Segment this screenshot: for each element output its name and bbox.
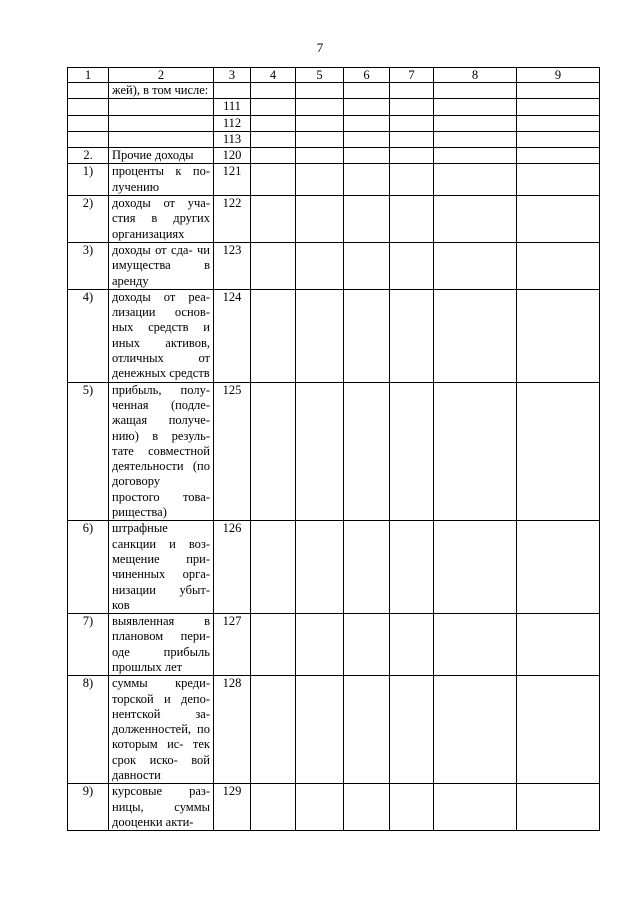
value-cell [251,242,296,289]
value-cell [296,784,344,831]
table-row [68,242,600,289]
value-cell [434,521,517,614]
value-cell [251,784,296,831]
column-header: 8 [434,68,517,83]
value-cell [344,521,390,614]
value-cell [434,784,517,831]
row-number: 2) [68,196,109,243]
column-header: 3 [214,68,251,83]
row-description: курсовые раз- ницы, суммы дооценки акти- [109,784,214,831]
row-code: 111 [214,99,251,115]
value-cell [390,521,434,614]
value-cell [390,148,434,164]
value-cell [434,115,517,131]
column-header: 7 [390,68,434,83]
value-cell [251,83,296,99]
column-number-row [68,68,600,83]
row-description [109,99,214,115]
row-code: 122 [214,196,251,243]
value-cell [344,99,390,115]
value-cell [344,614,390,676]
value-cell [517,99,600,115]
value-cell [434,382,517,521]
table-row [68,83,600,99]
row-number: 3) [68,242,109,289]
column-header: 2 [109,68,214,83]
row-number: 5) [68,382,109,521]
value-cell [296,521,344,614]
row-description: доходы от уча- стия в других организациях [109,196,214,243]
row-code: 113 [214,131,251,147]
value-cell [344,131,390,147]
value-cell [434,83,517,99]
value-cell [344,784,390,831]
value-cell [517,521,600,614]
row-code: 125 [214,382,251,521]
value-cell [390,196,434,243]
row-description: суммы креди- торской и депо- нентской за- долженностей, по которым ис- тек срок иско- вой давности [109,676,214,784]
value-cell [517,382,600,521]
value-cell [390,164,434,196]
table-row [68,289,600,382]
row-code: 120 [214,148,251,164]
table-row [68,784,600,831]
value-cell [390,289,434,382]
value-cell [344,115,390,131]
value-cell [344,242,390,289]
value-cell [344,83,390,99]
table-row [68,676,600,784]
value-cell [390,784,434,831]
row-number [68,131,109,147]
table-row [68,382,600,521]
value-cell [517,164,600,196]
value-cell [296,131,344,147]
value-cell [296,614,344,676]
value-cell [251,115,296,131]
table-row [68,115,600,131]
row-description: штрафные санкции и воз- мещение при- чиненных орга- низации убыт- ков [109,521,214,614]
value-cell [344,382,390,521]
row-number [68,83,109,99]
value-cell [251,289,296,382]
row-description: проценты к по- лучению [109,164,214,196]
row-code [214,83,251,99]
row-description: жей), в том числе: [109,83,214,99]
value-cell [517,148,600,164]
value-cell [517,676,600,784]
table-row [68,614,600,676]
value-cell [251,99,296,115]
value-cell [251,164,296,196]
value-cell [296,382,344,521]
row-code: 124 [214,289,251,382]
value-cell [517,196,600,243]
column-header: 5 [296,68,344,83]
value-cell [390,382,434,521]
row-description: доходы от сда- чи имущества в аренду [109,242,214,289]
column-header: 4 [251,68,296,83]
row-description: доходы от реа- лизации основ- ных средств и иных активов, отличных от денежных средств [109,289,214,382]
column-header: 6 [344,68,390,83]
page-number: 7 [316,40,324,55]
value-cell [390,242,434,289]
value-cell [296,196,344,243]
row-description: прибыль, полу- ченная (подле- жащая получе- нию) в резуль- тате совместной деятельности (по договору простого това- рищества) [109,382,214,521]
value-cell [390,131,434,147]
row-number [68,99,109,115]
value-cell [517,242,600,289]
value-cell [517,289,600,382]
row-code: 127 [214,614,251,676]
value-cell [390,99,434,115]
value-cell [344,164,390,196]
row-number: 7) [68,614,109,676]
value-cell [390,115,434,131]
value-cell [517,115,600,131]
table-row [68,99,600,115]
value-cell [390,614,434,676]
row-number: 8) [68,676,109,784]
column-header: 9 [517,68,600,83]
value-cell [296,289,344,382]
value-cell [390,676,434,784]
table-row [68,196,600,243]
value-cell [296,676,344,784]
value-cell [251,614,296,676]
row-description: выявленная в плановом пери- оде прибыль прошлых лет [109,614,214,676]
value-cell [434,148,517,164]
value-cell [344,196,390,243]
table-row [68,164,600,196]
value-cell [296,164,344,196]
value-cell [434,164,517,196]
row-description: Прочие доходы [109,148,214,164]
value-cell [251,196,296,243]
value-cell [434,289,517,382]
value-cell [517,83,600,99]
row-number: 4) [68,289,109,382]
value-cell [296,115,344,131]
value-cell [344,289,390,382]
table-row [68,521,600,614]
value-cell [517,131,600,147]
row-code: 121 [214,164,251,196]
value-cell [434,196,517,243]
value-cell [344,676,390,784]
row-number [68,115,109,131]
value-cell [251,131,296,147]
row-code: 123 [214,242,251,289]
row-description [109,115,214,131]
row-code: 128 [214,676,251,784]
income-table [67,67,600,831]
table-row [68,148,600,164]
row-code: 129 [214,784,251,831]
value-cell [434,131,517,147]
value-cell [390,83,434,99]
value-cell [344,148,390,164]
value-cell [434,99,517,115]
value-cell [251,382,296,521]
value-cell [517,614,600,676]
value-cell [517,784,600,831]
row-number: 2. [68,148,109,164]
value-cell [296,148,344,164]
value-cell [251,676,296,784]
row-code: 112 [214,115,251,131]
column-header: 1 [68,68,109,83]
value-cell [434,676,517,784]
row-code: 126 [214,521,251,614]
value-cell [251,521,296,614]
row-number: 9) [68,784,109,831]
row-description [109,131,214,147]
value-cell [434,614,517,676]
row-number: 1) [68,164,109,196]
value-cell [296,99,344,115]
value-cell [251,148,296,164]
value-cell [434,242,517,289]
row-number: 6) [68,521,109,614]
table-row [68,131,600,147]
value-cell [296,242,344,289]
value-cell [296,83,344,99]
